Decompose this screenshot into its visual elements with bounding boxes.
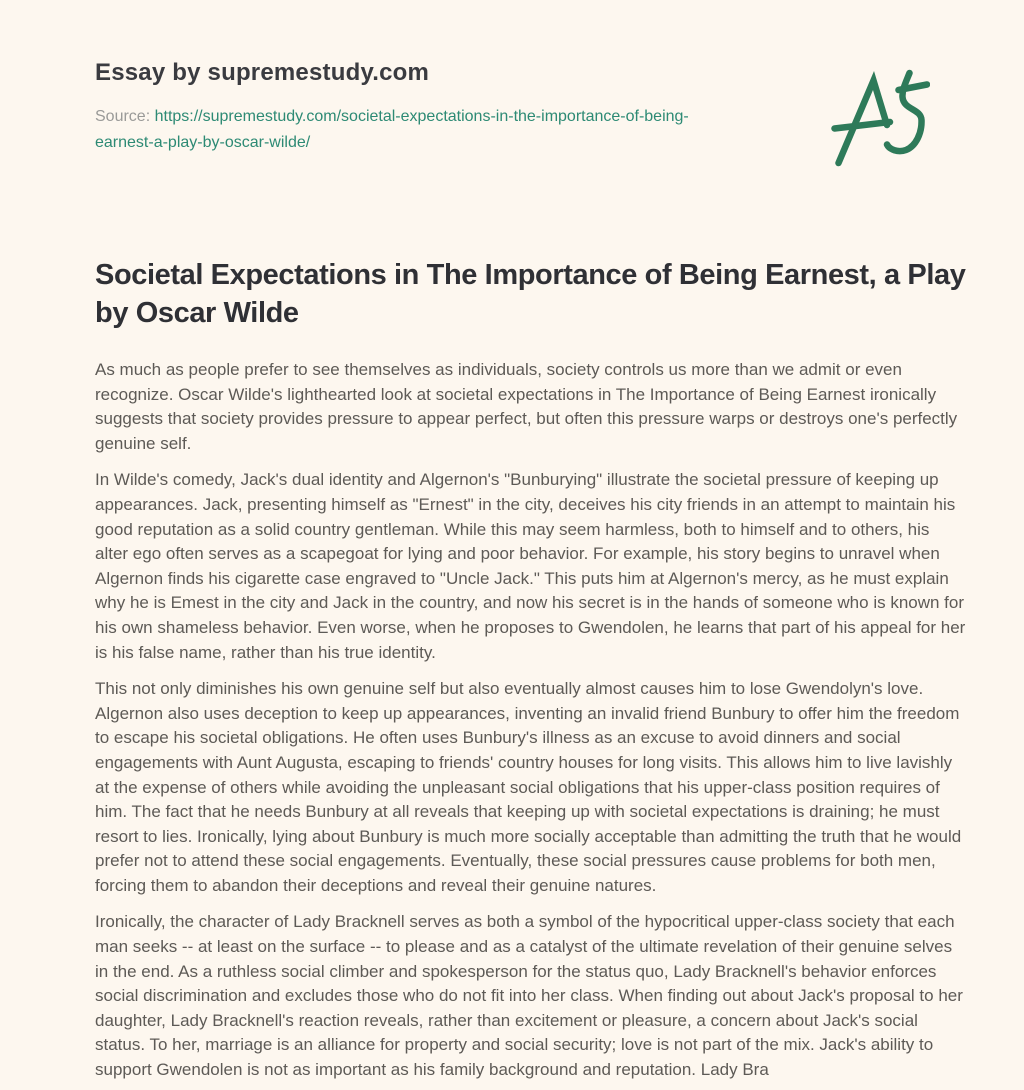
- page-title: Essay by supremestudy.com: [95, 59, 430, 86]
- a-plus-logo-icon: [820, 65, 930, 170]
- essay-paragraph: Ironically, the character of Lady Bracknell serves as both a symbol of the hypocritical upper-class society that each man seeks -- at least on the surface -- to please and as a catalyst of the ultimate revelation of their genuine selves in the end. As a ruthless social climber and spokesperson for the status quo, Lady Bracknell's behavior enforces social discrimination and excludes those who do not fit into her class. When finding out about Jack's proposal to her daughter, Lady Bracknell's reaction reveals, rather than excitement or pleasure, a concern about Jack's social status. To her, marriage is an alliance for property and social security; love is not part of the mix. Jack's ability to support Gwendolen is not as important as his family background and reputation. Lady Bra: [95, 912, 963, 1080]
- logo-a-crossbar: [835, 122, 891, 129]
- source-url-link[interactable]: https://supremestudy.com/societal-expectations-in-the-importance-of-being-earnest-a-play-by-oscar-wilde/: [95, 108, 689, 151]
- source-line: [95, 104, 743, 156]
- essay-paragraph: As much as people prefer to see themselves as individuals, society controls us more than we admit or even recognize. Oscar Wilde's lighthearted look at societal expectations in The Importance of Being Earnest ironically suggests that society provides pressure to appear perfect, but often this pressure warps or destroys one's perfectly genuine self.: [95, 360, 958, 453]
- essay-title: Societal Expectations in The Importance of Being Earnest, a Play by Oscar Wilde: [95, 259, 966, 329]
- source-label: Source:: [95, 108, 155, 125]
- essay-paragraph: This not only diminishes his own genuine self but also eventually almost causes him to lose Gwendolyn's love. Algernon also uses deception to keep up appearances, inventing an invalid friend Bunbury to offer him the freedom to escape his societal obligations. He often uses Bunbury's illness as an excuse to avoid dinners and social engagements with Aunt Augusta, escaping to friends' country houses for long visits. This allows him to live lavishly at the expense of others while avoiding the unpleasant social obligations that his upper-class position requires of him. The fact that he needs Bunbury at all reveals that keeping up with societal expectations is draining; he must resort to lies. Ironically, lying about Bunbury is much more socially acceptable than admitting the truth that he would prefer not to attend these social engagements. Eventually, these social pressures cause problems for both men, forcing them to abandon their deceptions and reveal their genuine natures.: [95, 679, 962, 895]
- essay-paragraph: In Wilde's comedy, Jack's dual identity and Algernon's "Bunburying" illustrate the societal pressure of keeping up appearances. Jack, presenting himself as "Ernest" in the city, deceives his city friends in an attempt to maintain his good reputation as a solid country gentleman. While this may seem harmless, both to himself and to others, his alter ego often serves as a scapegoat for lying and poor behavior. For example, his story begins to unravel when Algernon finds his cigarette case engraved to "Uncle Jack." This puts him at Algernon's mercy, as he must explain why he is Emest in the city and Jack in the country, and now his secret is in the hands of someone who is known for his own shameless behavior. Even worse, when he proposes to Gwendolen, he learns that part of his appeal for her is his false name, rather than his true identity.: [95, 470, 966, 662]
- essay-body: [95, 358, 967, 1083]
